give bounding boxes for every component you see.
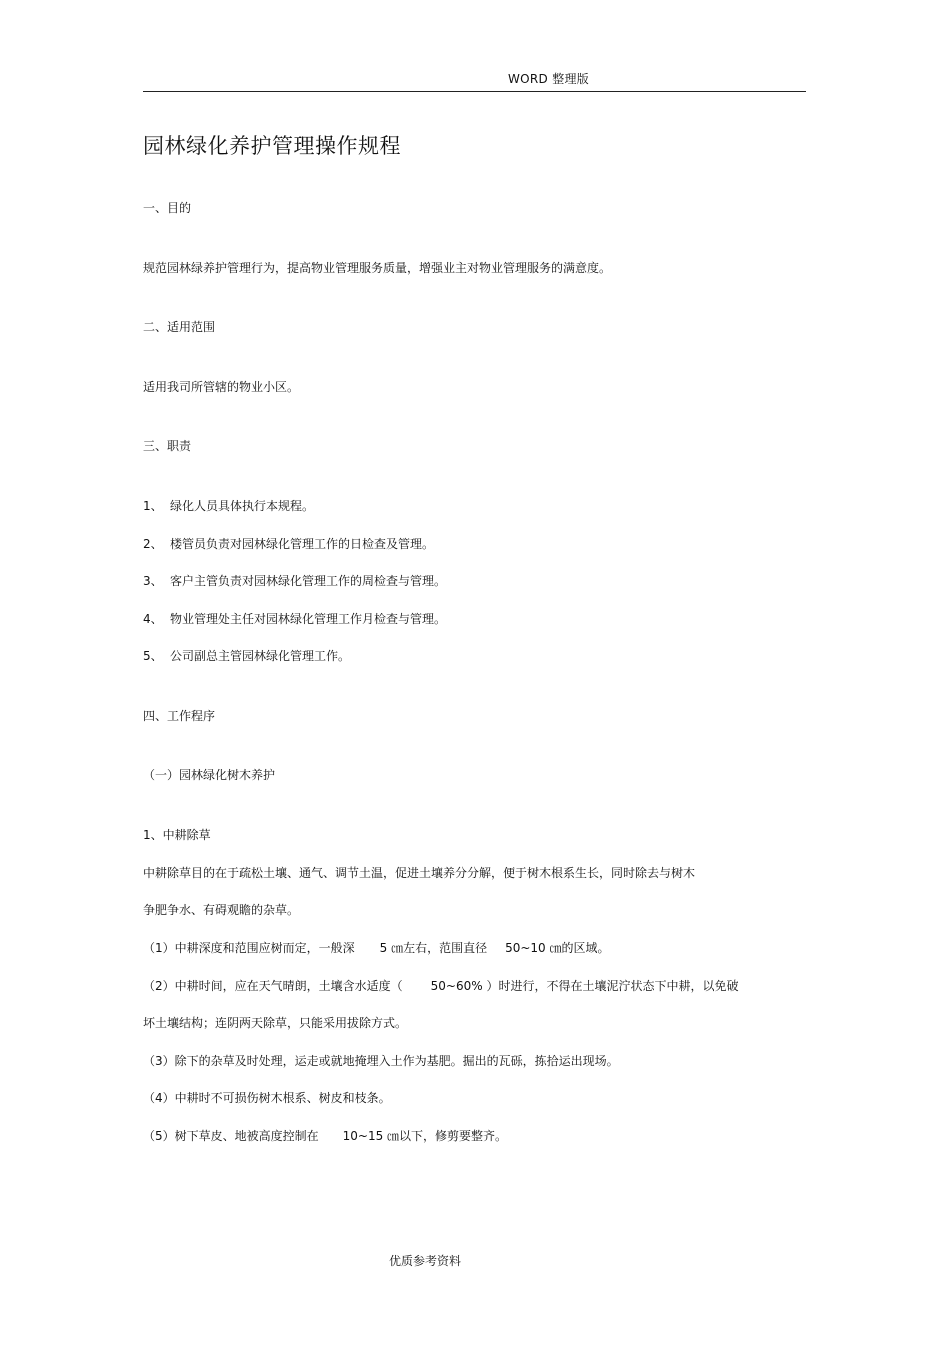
- list-item: [143, 499, 314, 513]
- section-2-text: 适用我司所管辖的物业小区。: [143, 380, 300, 394]
- list-item: [143, 649, 350, 663]
- section-2-heading: 二、适用范围: [143, 320, 216, 334]
- list-item: [143, 574, 446, 588]
- section-1-text: 规范园林绿养护管理行为，提高物业管理服务质量，增强业主对物业管理服务的满意度。: [143, 261, 612, 275]
- document-title: 园林绿化养护管理操作规程: [143, 134, 401, 158]
- clause-4: （4）中耕时不可损伤树木根系、树皮和枝条。: [143, 1091, 391, 1105]
- section-1-heading: 一、目的: [143, 201, 192, 215]
- list-item-number: 5、: [143, 649, 163, 663]
- item-1-paragraph-line-2: 争肥争水、有碍观瞻的杂草。: [143, 903, 300, 917]
- list-item-number: 3、: [143, 574, 163, 588]
- header-divider: [143, 91, 806, 92]
- clause-1-part-c: 50~10 ㎝的区域。: [505, 941, 610, 955]
- clause-5-part-a: （5）树下草皮、地被高度控制在: [143, 1129, 319, 1143]
- section-4-heading: 四、工作程序: [143, 709, 216, 723]
- list-item-text: 公司副总主管园林绿化管理工作。: [170, 649, 351, 663]
- clause-5: [143, 1129, 507, 1143]
- clause-3: （3）除下的杂草及时处理，运走或就地掩埋入土作为基肥。掘出的瓦砾，拣拾运出现场。: [143, 1054, 619, 1068]
- list-item-number: 4、: [143, 612, 163, 626]
- clause-1: [143, 941, 610, 955]
- list-item-text: 绿化人员具体执行本规程。: [170, 499, 315, 513]
- clause-1-part-a: （1）中耕深度和范围应树而定，一般深: [143, 941, 355, 955]
- list-item: [143, 537, 434, 551]
- clause-2: [143, 979, 738, 993]
- clause-2-part-a: （2）中耕时间，应在天气晴朗，土壤含水适度（: [143, 979, 403, 993]
- list-item-text: 客户主管负责对园林绿化管理工作的周检查与管理。: [170, 574, 447, 588]
- page-header: WORD 整理版: [508, 72, 590, 86]
- item-1-paragraph-line-1: 中耕除草目的在于疏松土壤、通气、调节土温，促进土壤养分分解，便于树木根系生长，同时除去与树木: [143, 866, 696, 880]
- list-item-number: 1、: [143, 499, 163, 513]
- clause-2-part-b: 50~60% ）时进行，不得在土壤泥泞状态下中耕，以免破: [430, 979, 739, 993]
- section-3-heading: 三、职责: [143, 439, 192, 453]
- clause-1-part-b: 5 ㎝左右，范围直径: [379, 941, 488, 955]
- clause-5-part-b: 10~15 ㎝以下，修剪要整齐。: [342, 1129, 508, 1143]
- list-item-number: 2、: [143, 537, 163, 551]
- list-item: [143, 612, 446, 626]
- page-footer: 优质参考资料: [389, 1254, 462, 1268]
- item-1-heading: 1、中耕除草: [143, 828, 211, 842]
- subsection-1-heading: （一）园林绿化树木养护: [143, 768, 276, 782]
- list-item-text: 楼管员负责对园林绿化管理工作的日检查及管理。: [170, 537, 435, 551]
- list-item-text: 物业管理处主任对园林绿化管理工作月检查与管理。: [170, 612, 447, 626]
- clause-2-line-2: 坏土壤结构；连阴两天除草，只能采用拔除方式。: [143, 1016, 408, 1030]
